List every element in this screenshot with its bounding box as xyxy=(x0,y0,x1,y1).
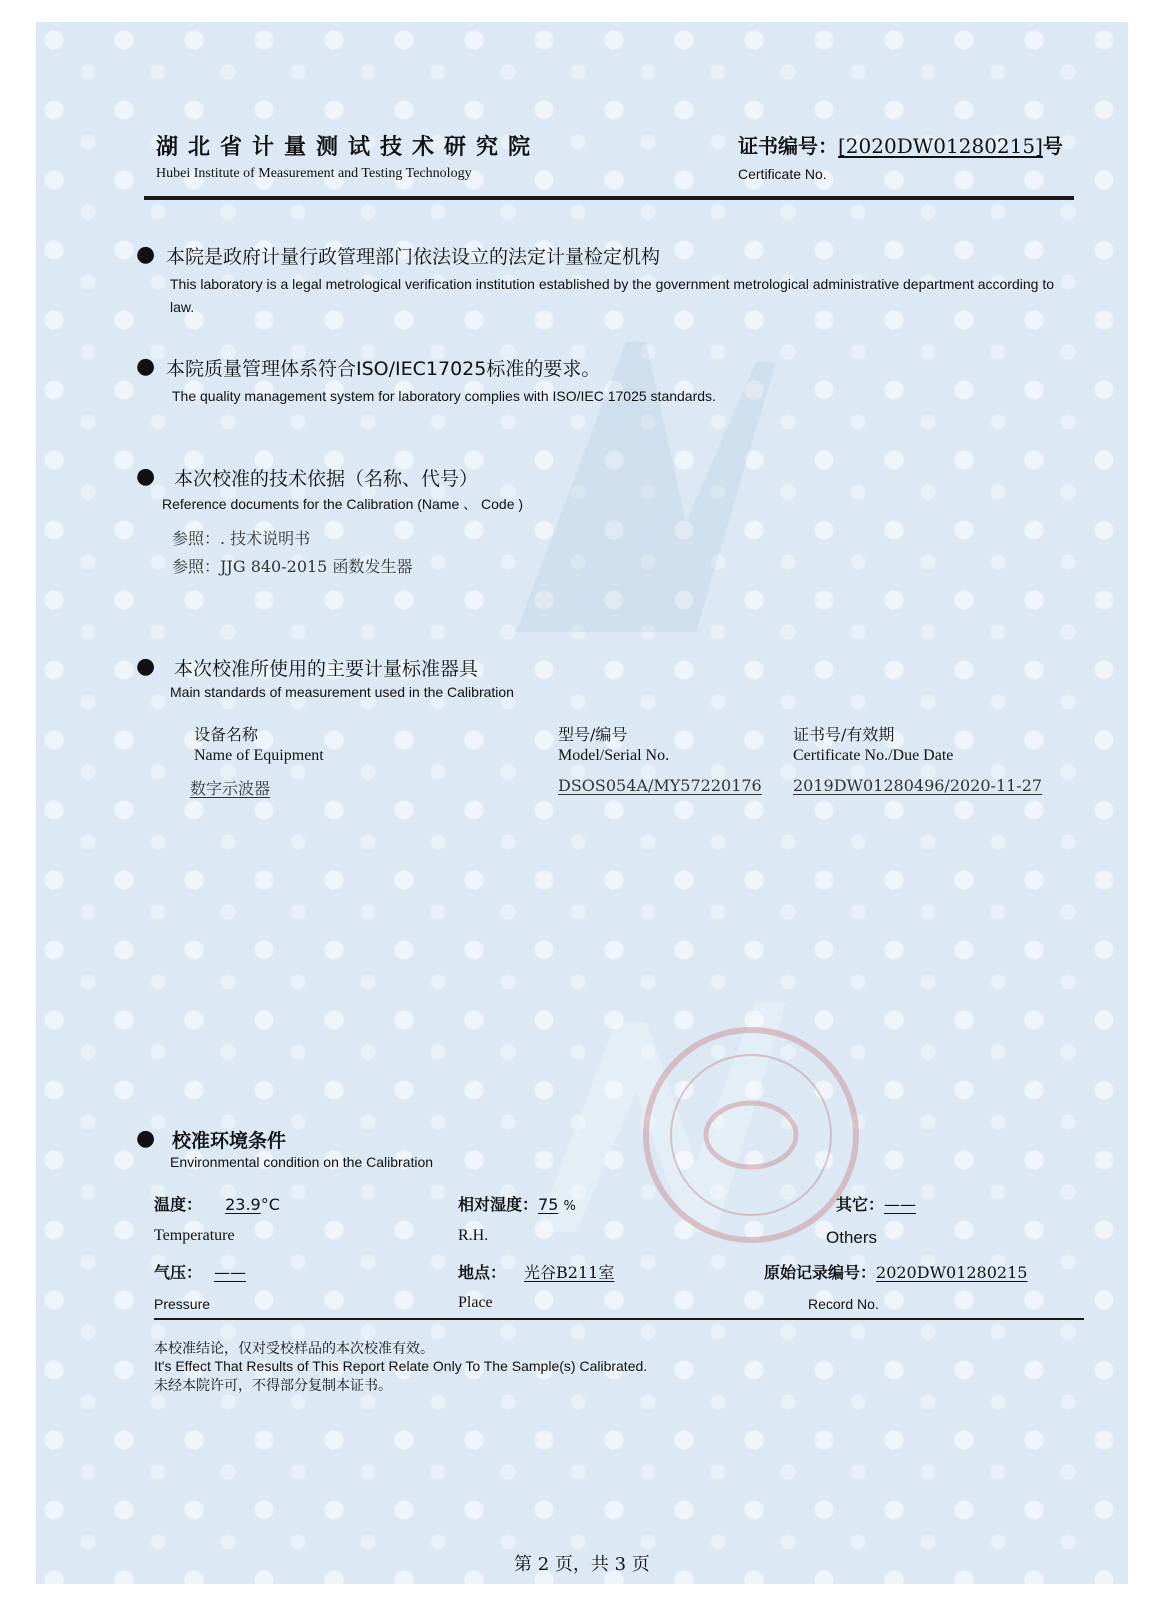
reference-title-en: Reference documents for the Calibration (Name 、 Code ) xyxy=(162,496,524,512)
reference-title-cn: 本次校准的技术依据（名称、代号） xyxy=(174,468,479,490)
bullet-icon: ● xyxy=(136,654,156,679)
bullet-icon: ● xyxy=(136,1126,156,1151)
temperature-unit: °C xyxy=(260,1195,280,1214)
pressure-value: —— xyxy=(214,1263,247,1282)
statement-1-cn: 本院是政府计量行政管理部门依法设立的法定计量检定机构 xyxy=(166,246,661,268)
humidity-field xyxy=(458,1192,576,1215)
others-field xyxy=(836,1192,916,1215)
copy-restriction-note: 未经本院许可，不得部分复制本证书。 xyxy=(154,1378,392,1394)
humidity-label-en: R.H. xyxy=(458,1227,489,1244)
certificate-number xyxy=(738,130,1063,159)
standards-title-cn: 本次校准所使用的主要计量标准器具 xyxy=(174,658,479,680)
place-label-en: Place xyxy=(458,1294,493,1311)
environment-divider xyxy=(154,1318,1084,1320)
certificate-suffix: 号 xyxy=(1042,134,1063,158)
bullet-icon: ● xyxy=(136,464,156,489)
certificate-label-cn: 证书编号： xyxy=(738,134,838,158)
humidity-label: 相对湿度： xyxy=(458,1195,539,1214)
others-label: 其它： xyxy=(836,1195,885,1214)
place-field xyxy=(458,1260,614,1283)
record-label: 原始记录编号： xyxy=(764,1263,877,1282)
certificate-label-en: Certificate No. xyxy=(738,166,827,182)
bullet-icon: ● xyxy=(136,242,156,267)
column-header-equipment-cn: 设备名称 xyxy=(194,725,259,744)
official-seal xyxy=(636,1020,866,1250)
column-header-model-en: Model/Serial No. xyxy=(558,747,670,764)
temperature-label-en: Temperature xyxy=(154,1227,235,1244)
statement-1-en: This laboratory is a legal metrological verification institution established by the government metrological administrative department according to law. xyxy=(170,276,1054,315)
record-value: 2020DW01280215 xyxy=(876,1263,1028,1282)
pressure-label-en: Pressure xyxy=(154,1296,211,1312)
validity-note-cn: 本校准结论，仅对受校样品的本次校准有效。 xyxy=(154,1341,434,1357)
pressure-label: 气压： xyxy=(154,1263,203,1282)
column-header-certificate-en: Certificate No./Due Date xyxy=(793,747,954,764)
others-label-en: Others xyxy=(826,1228,878,1247)
environment-title-en: Environmental condition on the Calibration xyxy=(170,1154,434,1170)
column-header-equipment-en: Name of Equipment xyxy=(194,747,324,764)
statement-2-en: The quality management system for laboratory complies with ISO/IEC 17025 standards. xyxy=(172,388,716,404)
temperature-value: 23.9 xyxy=(225,1195,261,1214)
validity-note-en: It's Effect That Results of This Report Relate Only To The Sample(s) Calibrated. xyxy=(154,1358,648,1374)
place-value: 光谷B211室 xyxy=(524,1263,615,1282)
column-header-certificate-cn: 证书号/有效期 xyxy=(793,725,895,744)
reference-item: 参照：JJG 840-2015 函数发生器 xyxy=(172,557,413,576)
humidity-unit: % xyxy=(563,1199,576,1214)
model-serial-cell: DSOS054A/MY57220176 xyxy=(558,776,762,795)
certificate-number-value: [2020DW01280215] xyxy=(838,134,1043,158)
standards-title-en: Main standards of measurement used in the Calibration xyxy=(170,684,514,700)
column-header-model-cn: 型号/编号 xyxy=(558,725,628,744)
certificate-page xyxy=(36,22,1128,1584)
place-label: 地点： xyxy=(458,1263,507,1282)
certificate-due-date-cell: 2019DW01280496/2020-11-27 xyxy=(793,776,1043,795)
reference-item: 参照：. 技术说明书 xyxy=(172,529,311,548)
statement-2-cn: 本院质量管理体系符合ISO/IEC17025标准的要求。 xyxy=(166,358,601,380)
temperature-label: 温度： xyxy=(154,1195,203,1214)
page-number: 第 2 页，共 3 页 xyxy=(514,1554,650,1575)
others-value: —— xyxy=(884,1195,917,1214)
humidity-value: 75 xyxy=(538,1195,559,1214)
bullet-icon: ● xyxy=(136,354,156,379)
header-divider xyxy=(144,196,1074,200)
temperature-field xyxy=(154,1192,280,1215)
record-label-en: Record No. xyxy=(808,1296,879,1312)
record-field xyxy=(764,1260,1027,1283)
pressure-field xyxy=(154,1260,246,1283)
institute-name-en: Hubei Institute of Measurement and Testing Technology xyxy=(156,166,472,181)
environment-title-cn: 校准环境条件 xyxy=(172,1130,287,1152)
equipment-name-cell: 数字示波器 xyxy=(190,779,271,798)
institute-name-cn: 湖北省计量测试技术研究院 xyxy=(156,135,541,160)
